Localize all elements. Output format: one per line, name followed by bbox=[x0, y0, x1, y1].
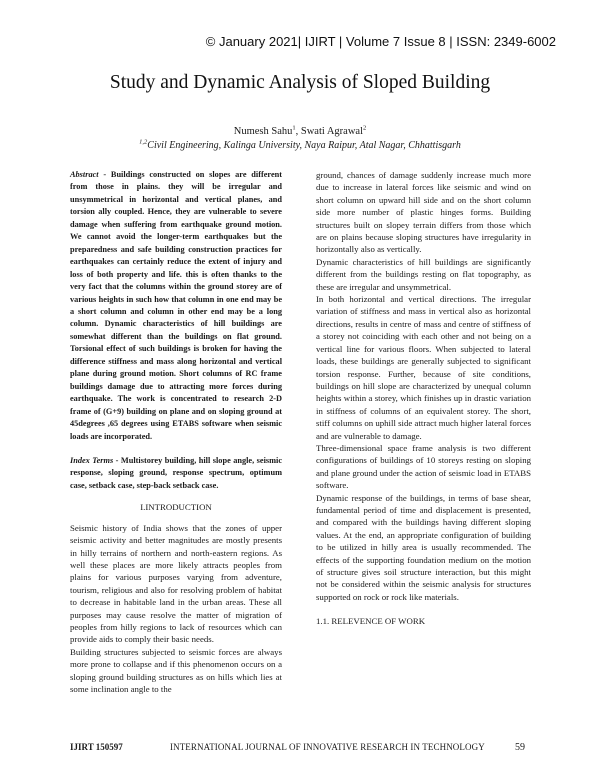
subsection-heading: 1.1. RELEVENCE OF WORK bbox=[316, 616, 426, 627]
paragraph: Three-dimensional space frame analysis is two different configurations of buildings of 10 storeys resting on sloping and plane ground under the action of seismic load in ETABS software. bbox=[316, 442, 531, 491]
author-line bbox=[0, 126, 600, 137]
abstract-label: Abstract bbox=[70, 170, 99, 179]
paper-title: Study and Dynamic Analysis of Sloped Building bbox=[109, 72, 491, 93]
author-superscript: 1 bbox=[292, 124, 296, 132]
author-name: Swati Agrawal bbox=[300, 126, 363, 137]
index-terms-text: - Multistorey building, hill slope angle, seismic response, sloping ground, response spectrum, optimum case, setback case, step-back setback case. bbox=[70, 455, 283, 490]
section-heading: I.INTRODUCTION bbox=[140, 502, 212, 513]
abstract-text: - Buildings constructed on slopes are different from those in plains. they will be irregular and unsymmetrical in horizontal and vertical planes, and torsion ally coupled. Hence, they are vulnerable to severe damage when suffering from earthquake ground motion. We cannot avoid the longer-term earthquakes but the preparedness and safe building construction practices for earthquakes can certainly reduce the extent of injury and loss of both property and life. this is often thanks to the very fact that the columns within the ground storey are of various heights in such how that column in one end may be a short column and column in other end may be a long column. Dynamic characteristics of hill buildings are somewhat different than the buildings on flat ground. Torsional effect of such buildings is broken for having the difference stiffness and mass along horizontal and vertical plane during ground motion. Short columns of RC frame buildings damage due to attracting more forces during earthquake. The work is concentrated to research 2-D frame of (G+9) building on plane and on sloping ground at 45degrees ,65 degrees using ETABS software when seismic loads are incorporated. bbox=[70, 170, 282, 441]
affiliation-line bbox=[0, 140, 600, 151]
left-column bbox=[70, 169, 282, 695]
journal-header: © January 2021| IJIRT | Volume 7 Issue 8 | ISSN: 2349-6002 bbox=[205, 34, 556, 49]
footer-paper-id: IJIRT 150597 bbox=[70, 742, 123, 752]
paragraph: Seismic history of India shows that the zones of upper seismic activity and better magnitudes are mostly presents in hilly terrains of northern and north-eastern regions. As well these places are more likely attracts peoples from plains for various purposes varying from adventure, tourism, religious and also for resolving problem of habitat to decrease in habitable land in the urban areas. These all purposes may cause resolve the matter of migration of peoples from hilly regions to lack of resources which can provide aids to comply their basic needs. bbox=[70, 522, 282, 645]
paragraph: In both horizontal and vertical directions. The irregular variation of stiffness and mass in vertical also as horizontal directions, results in centre of mass and centre of stiffness of a storey not coinciding with each other and not being on a vertical line for various floors. When subjected to lateral loads, these buildings are generally subjected to significant torsion response. Further, because of site conditions, buildings on hill slope are characterized by unequal column heights within a storey, which finishes up in drastic variation in stiffness of columns of an equivalent storey. The short, stiff columns on uphill side attract much higher lateral forces and are vulnerable to damage. bbox=[316, 294, 531, 441]
index-terms bbox=[70, 455, 282, 492]
paragraph: Dynamic response of the buildings, in terms of base shear, fundamental period of time and displacement is presented, and compared with the buildings having different sloping values. At the end, an appropriate configuration of building to be utilized in hilly area is usually recommended. The effects of the supporting foundation medium on the motion of structure gives soil structure interaction, but this might not be considered within the seismic analysis for structures supported on rock or rock like materials. bbox=[316, 492, 531, 602]
affiliation-superscript: 1,2 bbox=[139, 138, 148, 146]
paragraph: Dynamic characteristics of hill buildings are significantly different from the buildings resting on flat topography, as these are irregular and unsymmetrical. bbox=[316, 256, 531, 292]
right-column bbox=[316, 169, 531, 628]
author-superscript: 2 bbox=[363, 124, 367, 132]
footer-journal-name: INTERNATIONAL JOURNAL OF INNOVATIVE RESEARCH IN TECHNOLOGY bbox=[170, 742, 485, 752]
paragraph: Building structures subjected to seismic forces are always more prone to collapse and if this phenomenon occurs on a sloping ground building structures as on hills which lies at some inclination angle to the bbox=[70, 646, 282, 695]
paragraph: ground, chances of damage suddenly increase much more due to increase in lateral forces like seismic and wind on short column on upward hill side and on the short column side more number of plastic hinges forms. Building structures built on slopey terrain differs from those which are on plains because sloping structures have irregularity in horizontally also as vertically. bbox=[316, 170, 531, 255]
abstract bbox=[70, 169, 282, 443]
affiliation-text: Civil Engineering, Kalinga University, Naya Raipur, Atal Nagar, Chhattisgarh bbox=[147, 140, 461, 151]
author-separator: , bbox=[295, 126, 301, 137]
index-terms-label: Index Terms bbox=[70, 455, 114, 465]
author-name: Numesh Sahu bbox=[233, 126, 293, 137]
page-number: 59 bbox=[515, 742, 525, 753]
